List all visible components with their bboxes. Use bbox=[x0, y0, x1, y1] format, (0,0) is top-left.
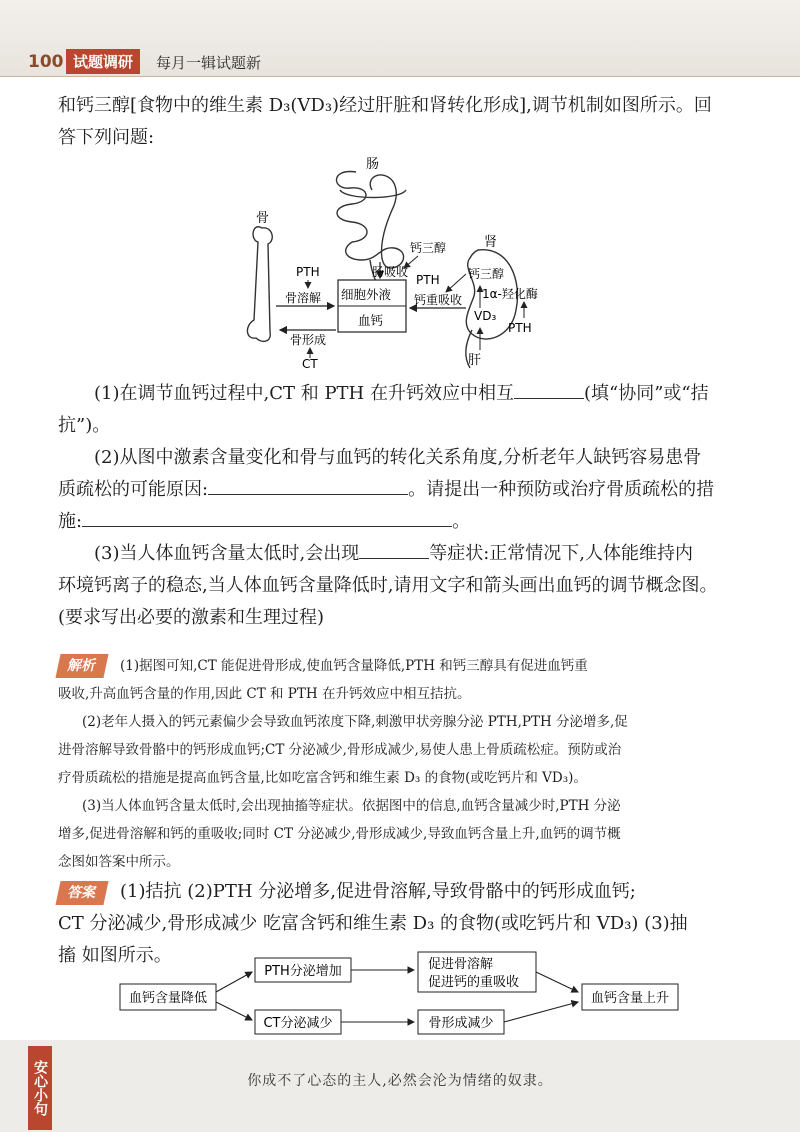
pth-left-label: PTH bbox=[296, 265, 320, 279]
liver-label: 肝 bbox=[468, 353, 482, 368]
bone-drawing bbox=[247, 227, 272, 342]
enzyme-label: 1α-羟化酶 bbox=[482, 287, 538, 301]
bone-formation-label: 骨形成 bbox=[290, 333, 327, 347]
vd3-label: VD₃ bbox=[474, 309, 497, 323]
kidney-label: 肾 bbox=[484, 235, 498, 250]
intro-text: 和钙三醇[食物中的维生素 D₃(VD₃)经过肝脏和肾转化形成],调节机制如图所示。回 答下列问题: bbox=[58, 95, 712, 148]
calcitriol-top-label: 钙三醇 bbox=[410, 241, 447, 255]
question-2: (2)从图中激素含量变化和骨与血钙的转化关系角度,分析老年人缺钙容易患骨 质疏松的可能原因: 。请提出一种预防或治疗骨质疏松的措 施: 。 bbox=[58, 447, 715, 532]
calcium-regulation-figure bbox=[0, 150, 800, 370]
bone-label: 骨 bbox=[256, 211, 270, 226]
ecf-label: 细胞外液 bbox=[341, 287, 392, 302]
answer-section: 答案 (1)拮抗 (2)PTH 分泌增多,促进骨溶解,导致骨骼中的钙形成血钙; CT 分泌减少,骨形成减少 吃富含钙和维生素 D₃ 的食物(或吃钙片和 VD₃) (3)抽 搐 如图所示。 bbox=[58, 876, 772, 972]
header-subtitle: 每月一辑试题新 bbox=[156, 54, 262, 72]
question-1: (1)在调节血钙过程中,CT 和 PTH 在升钙效应中相互 (填“协同”或“拮 抗”)。 bbox=[58, 378, 772, 442]
flow-start: 血钙含量降低 bbox=[128, 991, 208, 1006]
answer-tag: 答案 bbox=[55, 881, 108, 905]
footer-side-tag: 安心小句 bbox=[28, 1046, 52, 1130]
calcium-reabsorption-label: 钙重吸收 bbox=[414, 293, 463, 307]
pth-bottom-label: PTH bbox=[508, 321, 532, 335]
flow-effect1: 促进骨溶解 bbox=[428, 957, 494, 972]
calcitriol-kidney-label: 钙三醇 bbox=[468, 267, 505, 281]
ct-label: CT bbox=[302, 357, 318, 370]
blood-calcium-label: 血钙 bbox=[358, 313, 384, 328]
analysis-tag: 解析 bbox=[55, 654, 108, 678]
flow-effect2: 促进钙的重吸收 bbox=[428, 975, 520, 990]
pth-right-label: PTH bbox=[416, 273, 440, 287]
page-number: 100 bbox=[28, 52, 64, 72]
flow-end: 血钙含量上升 bbox=[590, 991, 670, 1006]
flow-bone: 骨形成减少 bbox=[428, 1016, 494, 1031]
flow-ct: CT分泌减少 bbox=[263, 1016, 333, 1031]
footer-quote: 你成不了心态的主人,必然会沦为情绪的奴隶。 bbox=[247, 1073, 553, 1089]
intestine-label: 肠 bbox=[366, 157, 380, 172]
page-header bbox=[0, 0, 800, 77]
analysis-section: 解析 (1)据图可知,CT 能促进骨形成,使血钙含量降低,PTH 和钙三醇具有促进血钙重 吸收,升高血钙含量的作用,因此 CT 和 PTH 在升钙效应中相互拮抗。 (2)老年人摄入的钙元素偏少会导致血钙浓度下降,刺激甲状旁腺分泌 PTH,PTH 分泌增多,促 进骨溶解导致骨骼中的钙形成血钙;CT 分泌减少,骨形成减少,易使人患上骨质疏松症。预防或治 疗骨质疏松的措施是提高血钙含量,比如吃富含钙和维生素 D₃ 的食物(或吃钙片和 VD₃)。 (3)当人体血钙含量太低时,会出现抽搐等症状。依据图中的信息,血钙含量减少时,PTH 分泌 增多,促进骨溶解和钙的重吸收;同时 CT 分泌减少,骨形成减少,导致血钙含量上升,血钙的调节概 念图如答案中所示。 bbox=[58, 652, 772, 876]
intestinal-absorption-label: 肠吸收 bbox=[372, 265, 409, 279]
question-3: (3)当人体血钙含量太低时,会出现 等症状:正常情况下,人体能维持内 环境钙离子的稳态,当人体血钙含量降低时,请用文字和箭头画出血钙的调节概念图。 (要求写出必要的激素和生理过程) bbox=[58, 538, 772, 634]
flow-pth: PTH分泌增加 bbox=[264, 964, 342, 979]
section-badge: 试题调研 bbox=[66, 49, 140, 74]
answer-flowchart bbox=[0, 950, 800, 1040]
bone-dissolution-label: 骨溶解 bbox=[285, 291, 322, 305]
